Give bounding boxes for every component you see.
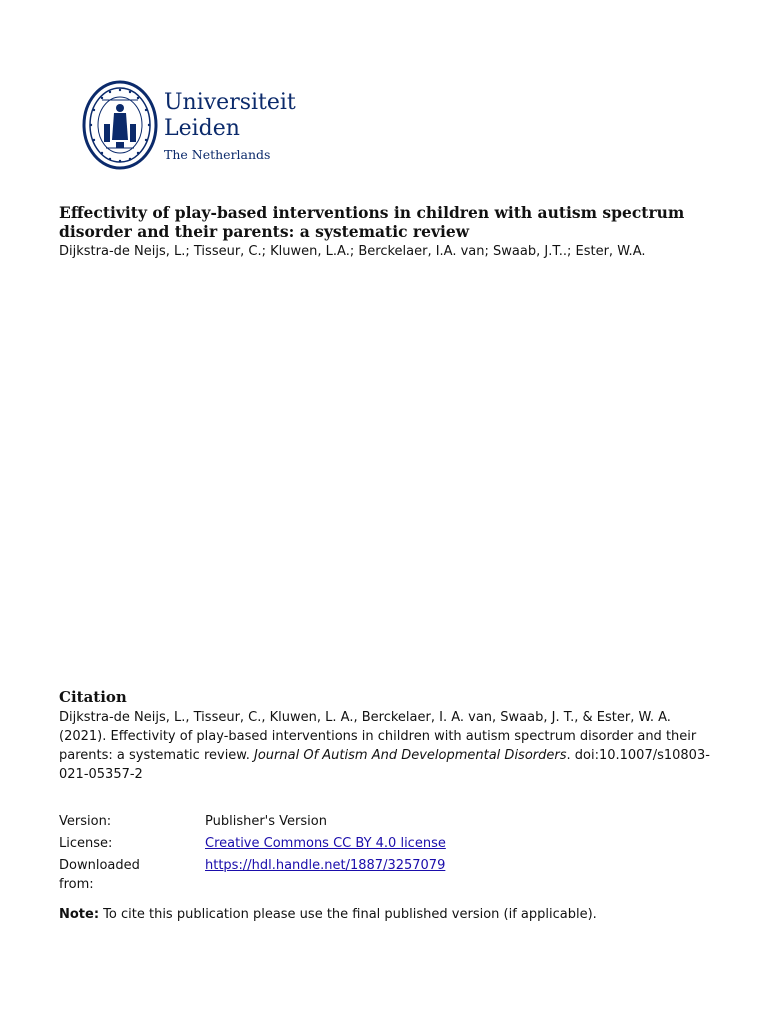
note-label: Note: <box>59 907 100 922</box>
citation-text <box>59 708 719 784</box>
citation-heading: Citation <box>59 688 127 706</box>
license-label: License: <box>59 836 113 851</box>
handle-link[interactable]: https://hdl.handle.net/1887/3257079 <box>205 858 446 873</box>
university-logo <box>82 80 296 172</box>
version-value: Publisher's Version <box>205 814 327 829</box>
logo-wordmark <box>164 90 296 164</box>
citation-note <box>59 905 597 924</box>
publication-authors: Dijkstra-de Neijs, L.; Tisseur, C.; Kluwen, L.A.; Berckelaer, I.A. van; Swaab, J.T..; Ester, W.A. <box>59 244 646 259</box>
publication-title: Effectivity of play-based interventions in children with autism spectrum disorder and their parents: a systematic review <box>59 203 685 241</box>
citation-journal: Journal Of Autism And Developmental Disorders <box>254 748 567 763</box>
license-link[interactable]: Creative Commons CC BY 4.0 license <box>205 836 446 851</box>
note-text: To cite this publication please use the final published version (if applicable). <box>99 907 597 922</box>
citation-doi: . doi:10.1007/s10803-021-05357-2 <box>59 748 710 782</box>
logo-line-netherlands: The Netherlands <box>164 147 271 162</box>
downloaded-label: Downloaded from: <box>59 858 140 892</box>
university-seal-icon <box>82 80 158 170</box>
version-label: Version: <box>59 814 112 829</box>
logo-line-universiteit: Universiteit <box>164 90 296 115</box>
citation-text-main: Dijkstra-de Neijs, L., Tisseur, C., Kluwen, L. A., Berckelaer, I. A. van, Swaab, J. T., & Ester, W. A. (2021). Effectivity of play-based interventions in children with autism spectrum disorder and their parents: a systematic review. <box>59 710 697 763</box>
logo-line-leiden: Leiden <box>164 116 240 141</box>
